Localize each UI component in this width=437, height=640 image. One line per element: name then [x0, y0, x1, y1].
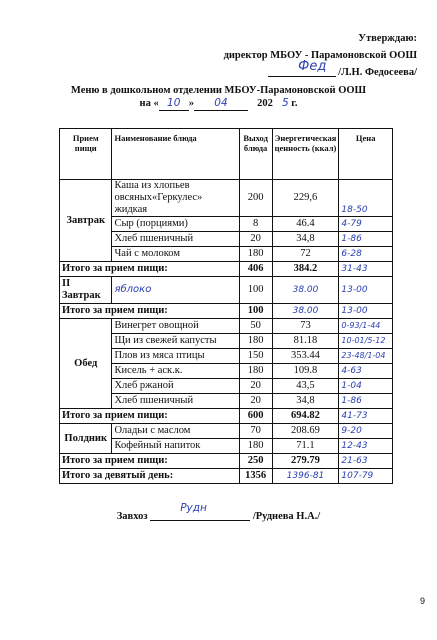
- dish-price: 12-43: [339, 439, 393, 454]
- dish-name: яблоко: [112, 277, 239, 304]
- dish-energy: 208.69: [272, 424, 339, 439]
- total-price: 21-63: [339, 454, 393, 469]
- day-total-label: Итого за девятый день:: [60, 469, 240, 484]
- dish-energy: 72: [272, 247, 339, 262]
- page-number: 9: [419, 596, 425, 606]
- dish-price: 13-00: [339, 277, 393, 304]
- dish-name: Хлеб пшеничный: [112, 394, 239, 409]
- date-year-digit: 5: [281, 97, 289, 109]
- dish-energy: 81.18: [272, 334, 339, 349]
- dish-price: 1-86: [339, 394, 393, 409]
- dish-yield: 20: [239, 232, 272, 247]
- director-signature: Фед: [268, 64, 336, 77]
- dish-energy: 46.4: [272, 217, 339, 232]
- total-yield: 406: [239, 262, 272, 277]
- day-total-yield: 1356: [239, 469, 272, 484]
- dish-energy: 43,5: [272, 379, 339, 394]
- total-row: [60, 262, 393, 277]
- approval-position: директор МБОУ - Парамоновской ООШ: [223, 50, 417, 61]
- total-price: 13-00: [339, 304, 393, 319]
- date-month: 04: [194, 97, 248, 111]
- dish-name: Хлеб пшеничный: [112, 232, 239, 247]
- dish-yield: 150: [239, 349, 272, 364]
- dish-energy: 229,6: [272, 180, 339, 217]
- total-label: Итого за прием пищи:: [60, 409, 240, 424]
- total-label: Итого за прием пищи:: [60, 454, 240, 469]
- total-row: [60, 409, 393, 424]
- dish-price: 23-48/1-04: [339, 349, 393, 364]
- dish-energy: 71.1: [272, 439, 339, 454]
- dish-price: 0-93/1-44: [339, 319, 393, 334]
- total-energy: 384.2: [272, 262, 339, 277]
- dish-price: 1-04: [339, 379, 393, 394]
- dish-price: 6-28: [339, 247, 393, 262]
- dish-energy: 34,8: [272, 232, 339, 247]
- total-energy: 279.79: [272, 454, 339, 469]
- approval-block: [224, 30, 417, 81]
- dish-name: Щи из свежей капусты: [112, 334, 239, 349]
- dish-energy: 353.44: [272, 349, 339, 364]
- dish-yield: 50: [239, 319, 272, 334]
- storekeeper-signature-line: [0, 502, 437, 522]
- dish-price: 18-50: [339, 180, 393, 217]
- table-row: [60, 319, 393, 334]
- dish-yield: 70: [239, 424, 272, 439]
- dish-name: Каша из хлопьев овсяных«Геркулес» жидкая: [112, 180, 239, 217]
- dish-price: 9-20: [339, 424, 393, 439]
- dish-yield: 180: [239, 247, 272, 262]
- dish-name: Хлеб ржаной: [112, 379, 239, 394]
- menu-table: [59, 128, 393, 484]
- dish-price: 4-63: [339, 364, 393, 379]
- total-energy: 38.00: [272, 304, 339, 319]
- header-price: Цена: [339, 129, 393, 180]
- total-price: 41-73: [339, 409, 393, 424]
- header-yield: Выход блюда: [239, 129, 272, 180]
- meal-lunch: Обед: [60, 319, 112, 409]
- header-dish: Наименование блюда: [112, 129, 239, 180]
- dish-yield: 8: [239, 217, 272, 232]
- table-row: [60, 424, 393, 439]
- table-row: [60, 277, 393, 304]
- total-energy: 694.82: [272, 409, 339, 424]
- meal-breakfast: Завтрак: [60, 180, 112, 262]
- dish-yield: 180: [239, 334, 272, 349]
- menu-date-line: на « 10 » 04 202 5 г.: [139, 97, 298, 109]
- total-row: [60, 454, 393, 469]
- dish-energy: 38.00: [272, 277, 339, 304]
- storekeeper-label: Завхоз: [116, 511, 148, 522]
- dish-yield: 180: [239, 364, 272, 379]
- total-yield: 100: [239, 304, 272, 319]
- day-total-price: 107-79: [339, 469, 393, 484]
- storekeeper-name: /Руднева Н.А./: [252, 511, 321, 522]
- header-meal: Прием пищи: [60, 129, 112, 180]
- dish-yield: 180: [239, 439, 272, 454]
- table-row: [60, 180, 393, 217]
- meal-snack: Полдник: [60, 424, 112, 454]
- approval-heading: Утверждаю:: [358, 33, 417, 44]
- total-yield: 250: [239, 454, 272, 469]
- total-price: 31-43: [339, 262, 393, 277]
- dish-name: Кофейный напиток: [112, 439, 239, 454]
- dish-energy: 109.8: [272, 364, 339, 379]
- total-row: [60, 304, 393, 319]
- director-name: /Л.Н. Федосеева/: [338, 67, 417, 78]
- table-header-row: [60, 129, 393, 180]
- menu-title: [0, 84, 437, 111]
- dish-yield: 20: [239, 379, 272, 394]
- total-label: Итого за прием пищи:: [60, 262, 240, 277]
- day-total-row: [60, 469, 393, 484]
- dish-yield: 100: [239, 277, 272, 304]
- dish-name: Чай с молоком: [112, 247, 239, 262]
- dish-name: Оладьи с маслом: [112, 424, 239, 439]
- date-day: 10: [159, 97, 189, 111]
- dish-name: Винегрет овощной: [112, 319, 239, 334]
- dish-name: Плов из мяса птицы: [112, 349, 239, 364]
- dish-price: 4-79: [339, 217, 393, 232]
- dish-name: Кисель + аск.к.: [112, 364, 239, 379]
- approval-signature-line: [224, 59, 417, 81]
- total-yield: 600: [239, 409, 272, 424]
- meal-second-breakfast: II Завтрак: [60, 277, 112, 304]
- dish-energy: 73: [272, 319, 339, 334]
- dish-yield: 200: [239, 180, 272, 217]
- storekeeper-signature: Рудн: [150, 508, 250, 521]
- dish-energy: 34,8: [272, 394, 339, 409]
- menu-title-line1: Меню в дошкольном отделении МБОУ-Парамоновской ООШ: [70, 85, 367, 96]
- dish-price: 10-01/5-12: [339, 334, 393, 349]
- day-total-energy: 1396-81: [272, 469, 339, 484]
- dish-price: 1-86: [339, 232, 393, 247]
- dish-name: Сыр (порциями): [112, 217, 239, 232]
- dish-yield: 20: [239, 394, 272, 409]
- total-label: Итого за прием пищи:: [60, 304, 240, 319]
- header-energy: Энергетическая ценность (ккал): [272, 129, 339, 180]
